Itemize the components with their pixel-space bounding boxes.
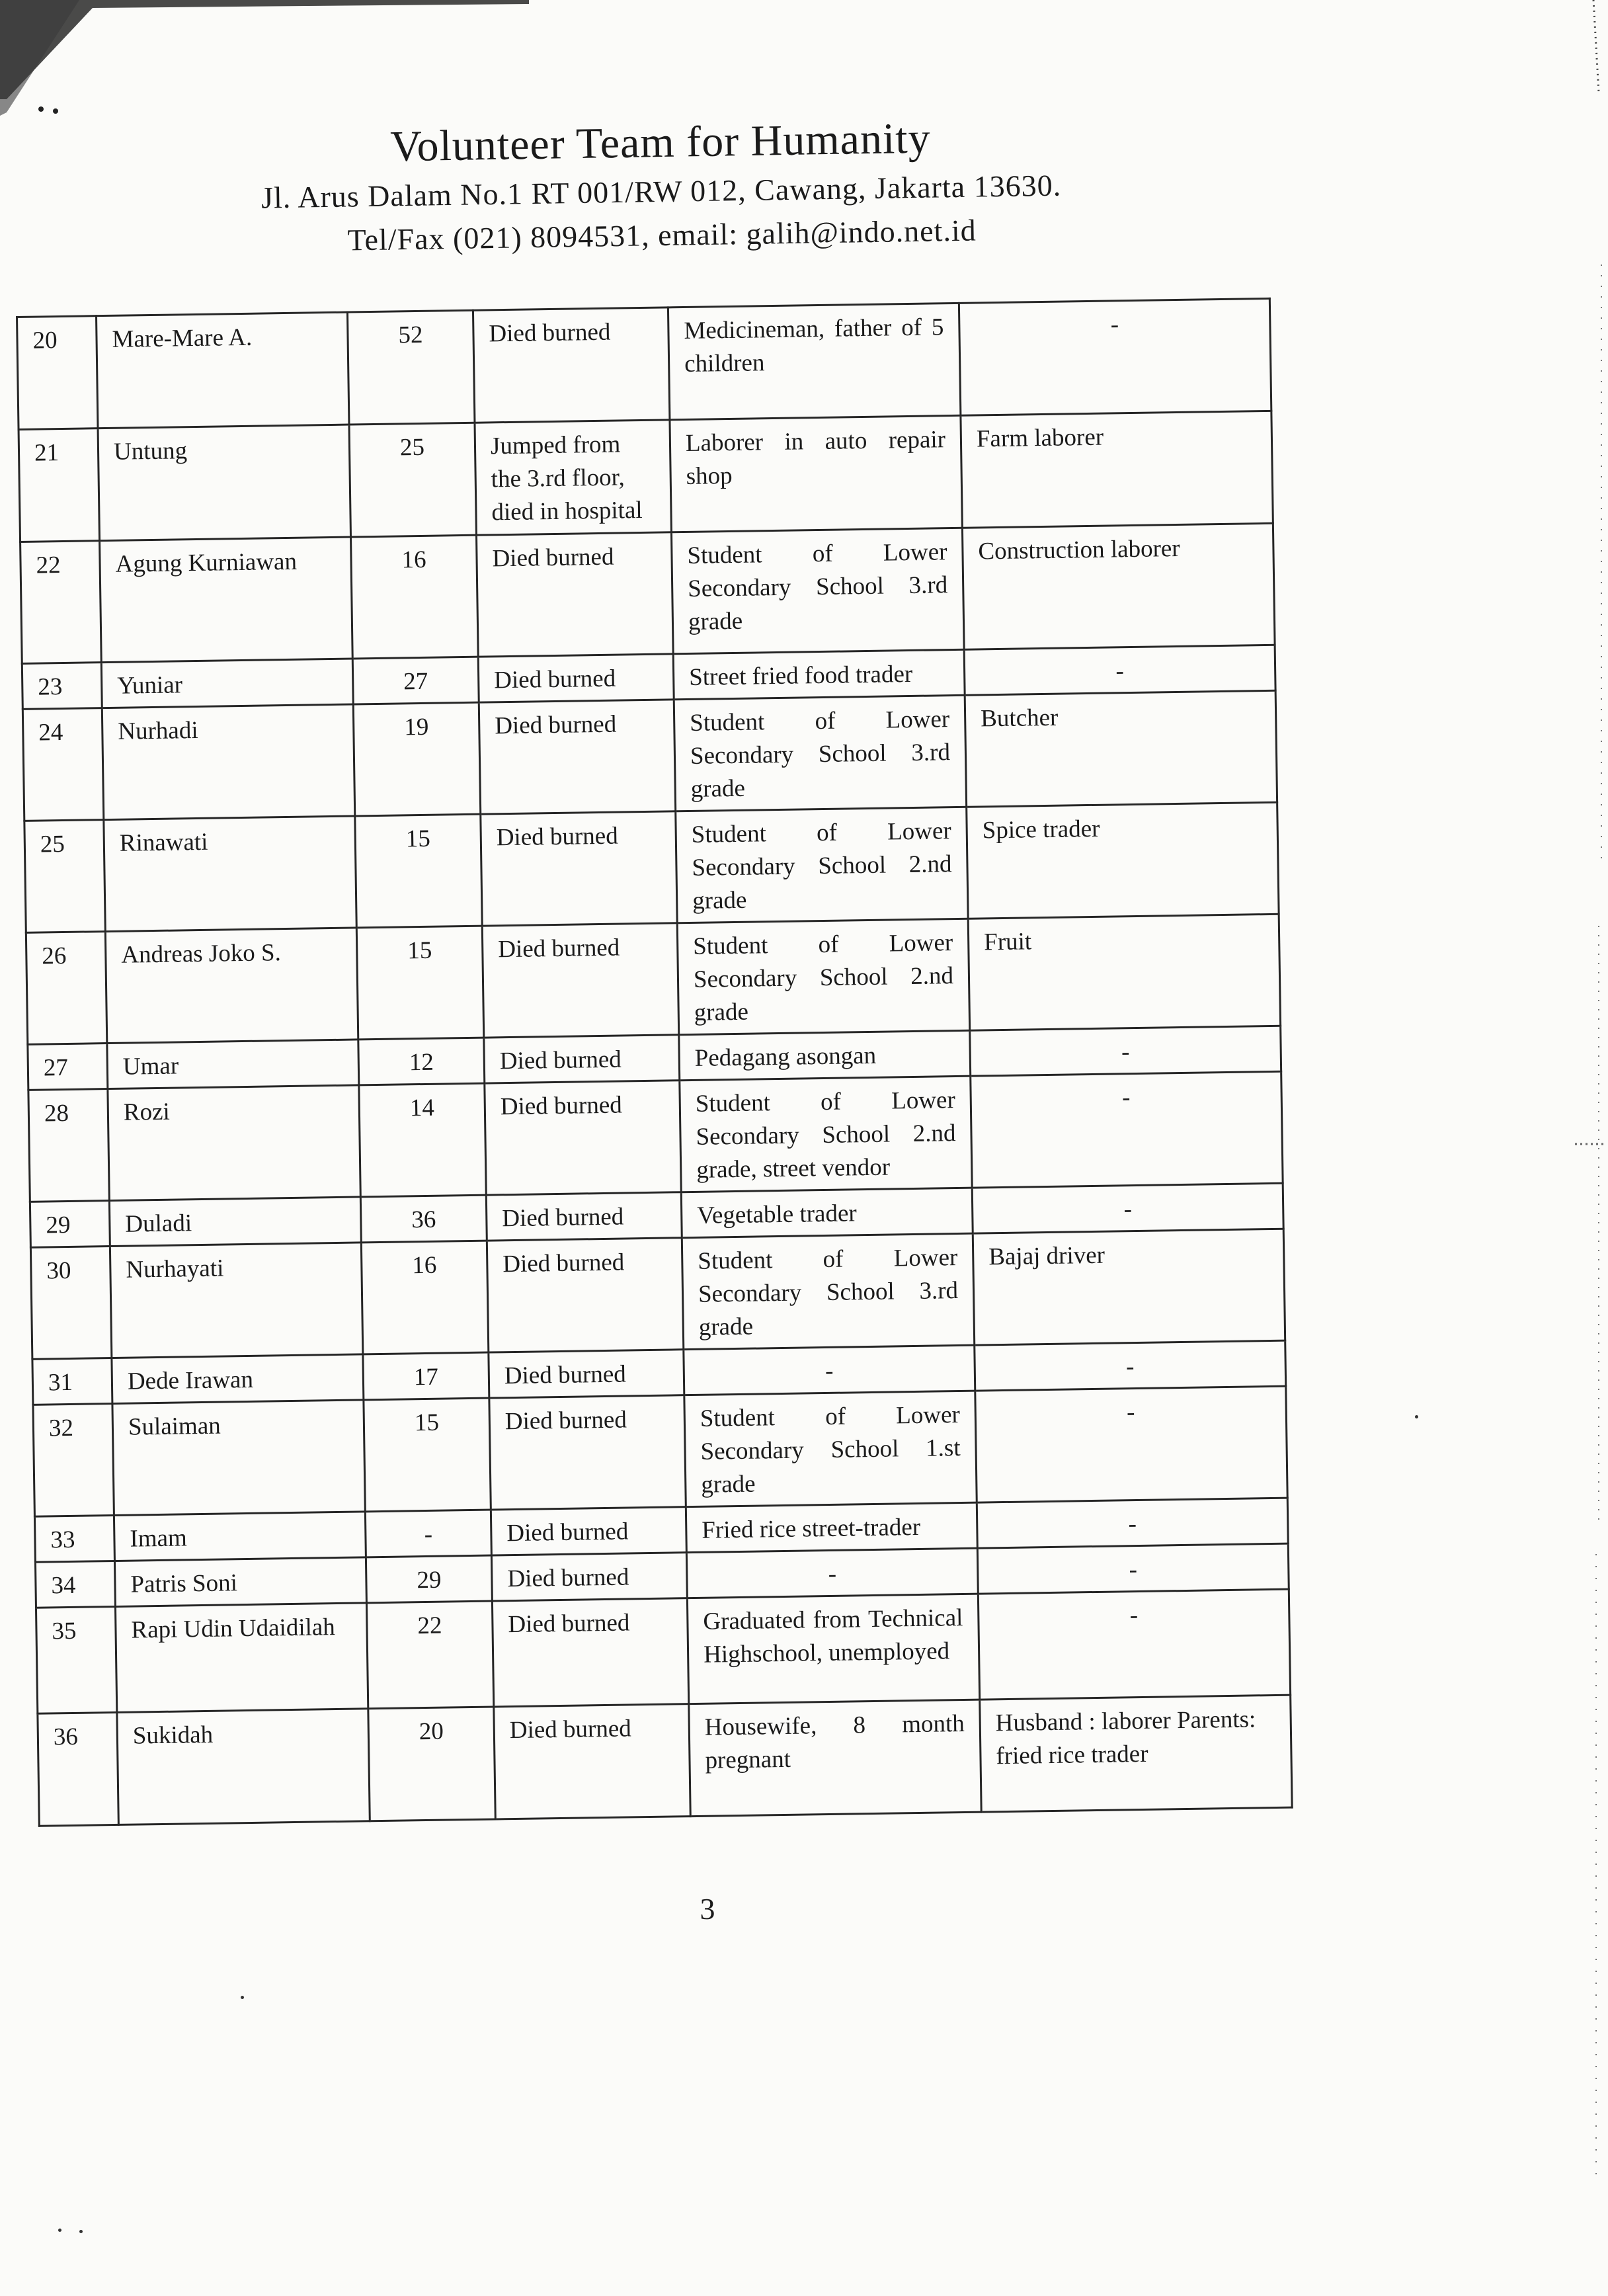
scan-speck [58, 2229, 61, 2232]
cell-number: 29 [30, 1201, 110, 1248]
cell-cause-of-death: Died burned [486, 1192, 682, 1241]
cell-cause-of-death: Died burned [491, 1507, 686, 1555]
cell-occupation: Student of Lower Secondary School 2.nd grade [676, 807, 968, 923]
cell-number: 33 [34, 1515, 114, 1562]
cell-family-occupation: - [972, 1183, 1283, 1233]
cell-family-occupation: Fruit [968, 914, 1280, 1030]
cell-family-occupation: Husband : laborer Parents: fried rice trader [980, 1695, 1292, 1812]
cell-age: 29 [366, 1555, 492, 1603]
cell-number: 25 [24, 820, 105, 933]
cell-name: Rinawati [104, 816, 356, 932]
cell-occupation: Medicineman, father of 5 children [668, 303, 960, 420]
cell-age: 25 [349, 423, 477, 537]
table-row [26, 914, 1280, 1044]
cell-age: 36 [360, 1195, 487, 1243]
cell-number: 24 [22, 708, 103, 821]
cell-cause-of-death: Died burned [489, 1350, 684, 1398]
cell-name: Duladi [109, 1197, 361, 1247]
organization-address: Jl. Arus Dalam No.1 RT 001/RW 012, Cawang, Jakarta 13630. [261, 168, 1062, 215]
scan-edge-noise [1555, 0, 1608, 2296]
cell-name: Rozi [108, 1085, 360, 1201]
cell-family-occupation: Spice trader [967, 802, 1279, 919]
victims-table-body [17, 298, 1293, 1826]
table-row [17, 298, 1271, 429]
cell-family-occupation: Bajaj driver [973, 1229, 1285, 1345]
cell-cause-of-death: Died burned [479, 700, 675, 814]
cell-cause-of-death: Died burned [489, 1395, 686, 1510]
cell-age: 16 [351, 535, 479, 659]
cell-number: 22 [20, 541, 102, 664]
cell-cause-of-death: Died burned [478, 654, 674, 702]
cell-number: 34 [35, 1561, 115, 1608]
cell-age: 15 [356, 926, 483, 1040]
cell-age: 52 [347, 310, 475, 425]
cell-name: Rapi Udin Udaidilah [115, 1603, 368, 1713]
page-number: 3 [700, 1892, 715, 1926]
cell-age: 19 [353, 702, 480, 816]
cell-name: Umar [107, 1040, 359, 1089]
cell-number: 27 [28, 1044, 108, 1090]
cell-number: 32 [33, 1404, 114, 1517]
cell-age: 16 [361, 1241, 488, 1354]
cell-family-occupation: Butcher [965, 690, 1277, 807]
cell-number: 23 [22, 663, 102, 710]
cell-family-occupation: - [975, 1340, 1286, 1391]
cell-name: Dede Irawan [112, 1354, 364, 1404]
cell-age: 17 [363, 1352, 489, 1400]
cell-family-occupation: Farm laborer [961, 411, 1273, 528]
cell-name: Yuniar [101, 659, 353, 708]
cell-occupation: Student of Lower Secondary School 2.nd grade, street vendor [680, 1076, 972, 1192]
table-row [19, 411, 1273, 542]
cell-number: 21 [19, 429, 100, 542]
cell-age: 15 [355, 814, 482, 928]
cell-number: 31 [32, 1358, 112, 1405]
cell-family-occupation: - [970, 1026, 1281, 1076]
cell-number: 30 [30, 1247, 111, 1360]
cell-family-occupation: - [964, 645, 1275, 695]
cell-occupation: Student of Lower Secondary School 3.rd grade [682, 1233, 974, 1350]
cell-occupation: - [686, 1548, 978, 1598]
letterhead [0, 105, 1324, 267]
cell-occupation: Student of Lower Secondary School 3.rd grade [674, 695, 966, 811]
cell-occupation: - [684, 1345, 975, 1395]
cell-name: Andreas Joko S. [105, 928, 358, 1044]
cell-name: Nurhadi [102, 704, 354, 820]
cell-name: Patris Soni [114, 1557, 366, 1607]
cell-name: Sukidah [117, 1709, 370, 1825]
scan-corner-mark [0, 0, 529, 132]
cell-cause-of-death: Died burned [482, 923, 678, 1038]
table-row [30, 1229, 1285, 1359]
cell-age: 12 [358, 1038, 485, 1085]
cell-cause-of-death: Died burned [492, 1598, 688, 1707]
victims-table [16, 298, 1293, 1827]
cell-family-occupation: - [977, 1498, 1288, 1548]
cell-name: Imam [114, 1512, 366, 1561]
cell-occupation: Student of Lower Secondary School 1.st grade [684, 1391, 977, 1507]
table-row [20, 523, 1275, 663]
cell-name: Nurhayati [110, 1243, 362, 1358]
cell-family-occupation: - [978, 1589, 1290, 1700]
cell-number: 20 [17, 316, 99, 430]
cell-name: Mare-Mare A. [97, 312, 349, 429]
cell-family-occupation: - [959, 298, 1271, 415]
cell-age: 22 [366, 1601, 493, 1709]
table-row [38, 1695, 1292, 1826]
organization-name: Volunteer Team for Humanity [389, 114, 932, 171]
cell-number: 35 [36, 1606, 116, 1713]
cell-occupation: Vegetable trader [681, 1188, 973, 1238]
cell-number: 28 [28, 1089, 109, 1202]
cell-cause-of-death: Died burned [481, 811, 677, 926]
scan-speck [1415, 1415, 1418, 1418]
cell-cause-of-death: Died burned [473, 308, 669, 423]
cell-cause-of-death: Died burned [491, 1553, 687, 1601]
cell-occupation: Graduated from Technical Highschool, unemployed [687, 1594, 979, 1704]
cell-occupation: Housewife, 8 month pregnant [689, 1700, 981, 1817]
cell-occupation: Pedagang asongan [679, 1030, 971, 1081]
cell-number: 26 [26, 932, 106, 1045]
cell-family-occupation: - [971, 1071, 1283, 1188]
cell-cause-of-death: Died burned [485, 1081, 681, 1195]
cell-age: - [365, 1510, 491, 1557]
cell-family-occupation: - [975, 1386, 1287, 1502]
table-row [24, 802, 1279, 932]
cell-age: 15 [364, 1398, 491, 1512]
cell-cause-of-death: Died burned [484, 1035, 680, 1083]
organization-contact: Tel/Fax (021) 8094531, email: galih@indo.net.id [347, 213, 977, 257]
cell-occupation: Student of Lower Secondary School 2.nd grade [677, 919, 969, 1035]
cell-name: Sulaiman [112, 1400, 365, 1516]
table-row [36, 1589, 1290, 1713]
cell-name: Agung Kurniawan [100, 537, 353, 663]
scan-speck [241, 1996, 244, 1999]
cell-family-occupation: - [977, 1543, 1289, 1594]
table-row [22, 690, 1277, 821]
cell-occupation: Laborer in auto repair shop [670, 415, 962, 532]
cell-name: Untung [98, 425, 350, 541]
table-row [33, 1386, 1287, 1516]
cell-occupation: Student of Lower Secondary School 3.rd grade [671, 528, 964, 654]
cell-age: 27 [352, 657, 479, 704]
cell-age: 14 [359, 1083, 486, 1197]
cell-cause-of-death: Died burned [494, 1704, 690, 1819]
victims-table-wrapper [16, 298, 1291, 1827]
cell-family-occupation: Construction laborer [962, 523, 1275, 649]
cell-age: 20 [368, 1707, 496, 1821]
cell-cause-of-death: Died burned [476, 532, 673, 657]
cell-number: 36 [38, 1712, 119, 1826]
cell-cause-of-death: Died burned [487, 1238, 683, 1352]
cell-occupation: Street fried food trader [673, 649, 965, 700]
cell-occupation: Fried rice street-trader [686, 1502, 977, 1553]
table-row [28, 1071, 1283, 1202]
cell-cause-of-death: Jumped from the 3.rd floor, died in hospital [475, 420, 671, 535]
scan-speck [79, 2230, 83, 2233]
